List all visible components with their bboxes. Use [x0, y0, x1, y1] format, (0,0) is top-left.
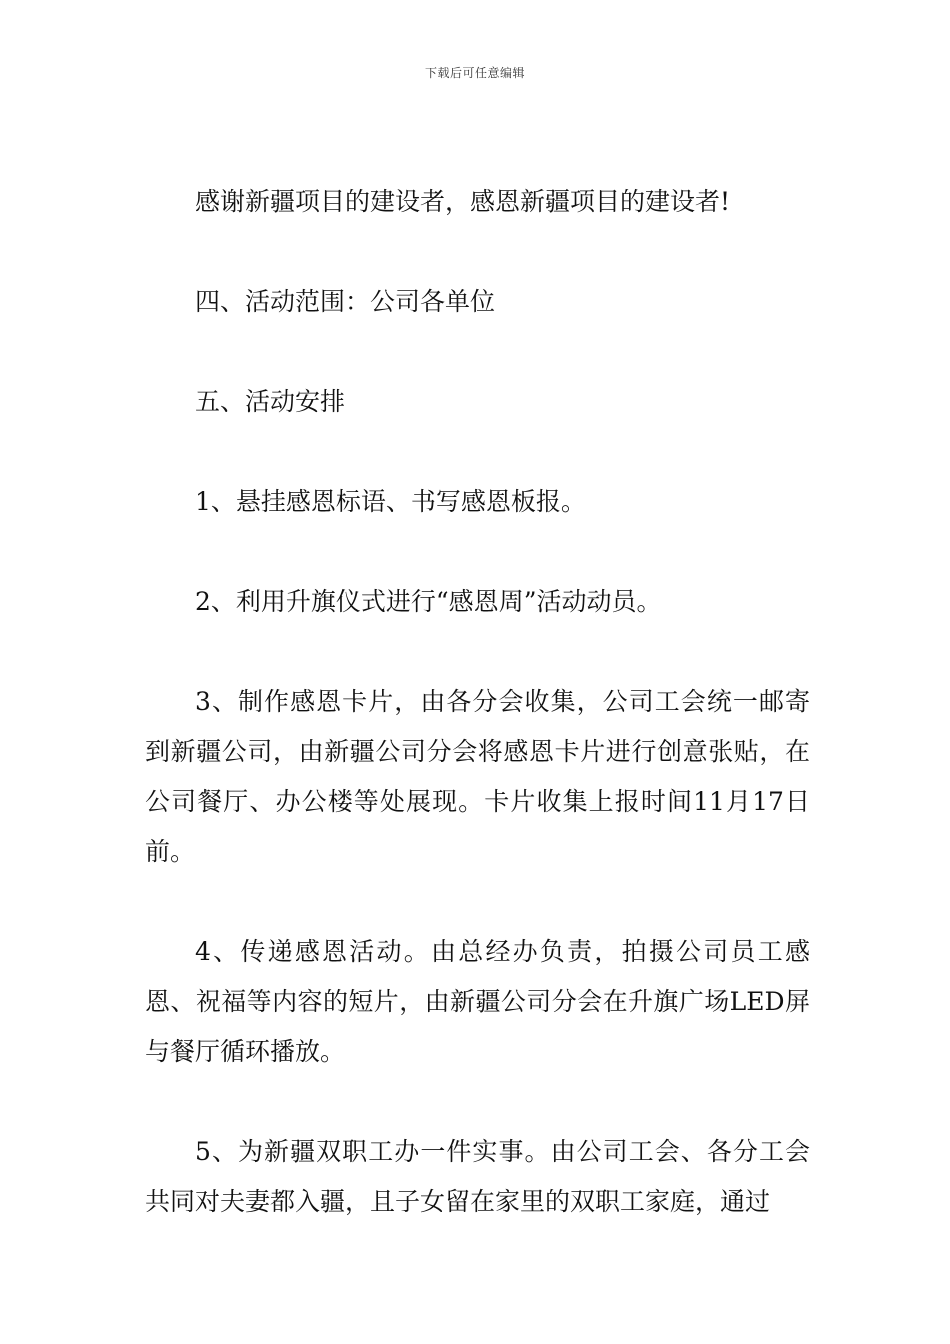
paragraph-thanks: 感谢新疆项目的建设者，感恩新疆项目的建设者!: [195, 187, 731, 216]
paragraph-item-1: 1、悬挂感恩标语、书写感恩板报。: [195, 487, 586, 516]
page-header: 下载后可任意编辑: [424, 66, 525, 80]
paragraph-item-3: 3、制作感恩卡片，由各分会收集，公司工会统一邮寄到新疆公司，由新疆公司分会将感恩卡片进行创意张贴，在公司餐厅、办公楼等处展现。卡片收集上报时间11月17日前。: [145, 687, 810, 866]
paragraph-arrangement-heading: 五、活动安排: [195, 387, 346, 416]
paragraph-scope: 四、活动范围：公司各单位: [195, 287, 496, 316]
paragraph-item-4: 4、传递感恩活动。由总经办负责，拍摄公司员工感恩、祝福等内容的短片，由新疆公司分会在升旗广场LED屏与餐厅循环播放。: [145, 937, 810, 1066]
document-body: [145, 177, 810, 1227]
paragraph-item-2: 2、利用升旗仪式进行“感恩周”活动动员。: [195, 587, 662, 616]
paragraph-item-5: 5、为新疆双职工办一件实事。由公司工会、各分工会共同对夫妻都入疆，且子女留在家里的双职工家庭，通过: [145, 1137, 810, 1216]
